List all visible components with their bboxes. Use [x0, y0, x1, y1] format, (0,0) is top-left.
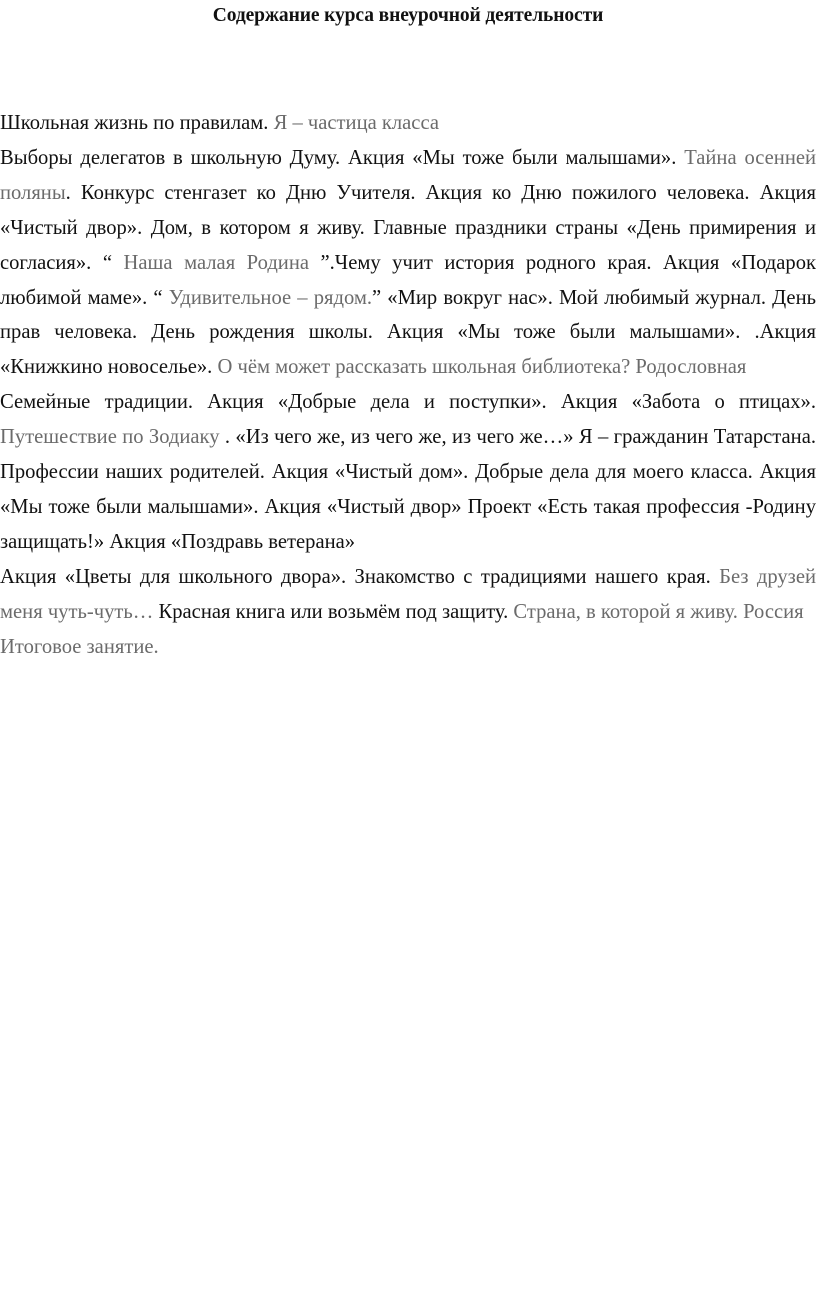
- text-segment: Красная книга или возьмём под защиту.: [153, 600, 514, 623]
- text-segment: ” «Мир вокруг нас». Мой любимый журнал. День прав человека. День рождения школы. Акция «Мы тоже были малышами». .Акция «Книжкино новоселье».: [0, 286, 816, 379]
- document-title: Содержание курса внеурочной деятельности: [212, 5, 604, 26]
- text-segment: . Конкурс стенгазет ко Дню Учителя. Акция ко Дню пожилого человека. Акция «Чистый двор». Дом, в котором я живу. Главные праздники страны «День примирения и согласия». “: [0, 181, 816, 274]
- text-segment: Семейные традиции. Акция «Добрые дела и поступки». Акция «Забота о птицах».: [0, 391, 816, 414]
- paragraph-4: [0, 560, 816, 630]
- text-segment-highlight: Тайна осенней поляны: [0, 146, 816, 204]
- paragraph-3: [0, 385, 816, 560]
- text-segment-highlight: Итоговое занятие.: [0, 635, 159, 658]
- text-segment-highlight: Наша малая Родина: [123, 251, 309, 274]
- text-segment-highlight: Без друзей меня чуть-чуть…: [0, 565, 816, 623]
- text-segment: Акция «Цветы для школьного двора». Знакомство с традициями нашего края.: [0, 565, 720, 588]
- text-segment: ”.Чему учит история родного края. Акция «Подарок любимой маме». “: [0, 251, 816, 309]
- document-body: [0, 106, 816, 665]
- paragraph-1: [0, 106, 816, 141]
- text-segment: . «Из чего же, из чего же, из чего же…» Я – гражданин Татарстана. Профессии наших родителей. Акция «Чистый дом». Добрые дела для моего класса. Акция «Мы тоже были малышами». Акция «Чистый двор» Проект «Есть такая профессия -Родину защищать!» Акция «Поздравь ветерана»: [0, 426, 816, 553]
- text-segment-highlight: О чём может рассказать школьная библиотека? Родословная: [217, 356, 747, 379]
- text-segment: Школьная жизнь по правилам.: [0, 112, 274, 134]
- text-segment: Выборы делегатов в школьную Думу. Акция «Мы тоже были малышами».: [0, 146, 685, 169]
- text-segment-highlight: Я – частица класса: [273, 112, 439, 134]
- paragraph-2: [0, 141, 816, 385]
- text-segment-highlight: Путешествие по Зодиаку: [0, 426, 220, 449]
- text-segment-highlight: Удивительное – рядом.: [168, 286, 373, 309]
- text-segment-highlight: Страна, в которой я живу. Россия: [513, 600, 804, 623]
- paragraph-5: [0, 630, 816, 665]
